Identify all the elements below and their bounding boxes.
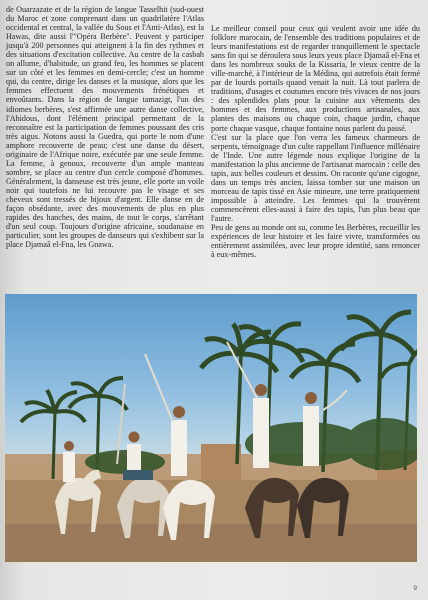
fantasia-horsemen-photo xyxy=(5,294,417,562)
right-column-paragraph-3: Peu de gens au monde ont su, comme les Berbères, recueillir les expériences de leur histoire et les faire vivre, transformées ou entièrement assimilées, avec leur propre identité, sans renoncer à eux-mêmes. xyxy=(211,223,420,260)
left-text-column xyxy=(6,5,204,249)
left-column-paragraph: de Ouarzazate et de la région de langue Tasselhit (sud-ouest du Maroc et zone comprenant dans un quadrilatère l'Atlas occidental et central, la vallée du Sous et l'Anti-Atlas), est la Hawas, dite aussi l'"Opéra Berbère". Peuvent y participer jusqu'à 200 personnes qui atteignent à la fin des rythmes et des situations d'excitation collective. Au centre de la casbah on allume, d'habitude, un grand feu, les hommes se placent sur un côté et les femmes en demi-cercle; c'est un homme qui, du centre, dirige les danses et la musique, alors que les femmes effectuent des mouvements frénétiques et envoûtants. Dans la région de langue tamazigt, l'un des idiomes berbères, s'est affirmée une autre danse collective, l'Ahidous, dont l'élément principal permettant de la reconnaître est la participation de femmes poussant des cris très aigus. Notons aussi la Guedra, qui porte le nom d'une amphore recouverte de peau; c'est une danse du désert, originaire de l'Afrique noire, exécutée par une seule femme. La femme, à genoux, recouverte d'un ample manteau sombre, se place au centre d'un cercle composé d'hommes. Généralement, la danseuse est très jeune, elle porte un voile noir qui toutefois ne lui recouvre pas le visage et ses cheveux sont tressés de bijoux d'argent. Elle danse en de façon obsédante, avec des mouvements de plus en plus rapides des hanches, des mains, de tout le corps, s'arrêtant d'un seul coup. Toujours d'origine africaine, soudanaise en particulier, sont les groupes de danseurs qui s'exhibent sur la place Djamaâ el-Fna, les Gnawa. xyxy=(6,5,204,250)
horsemen-illustration xyxy=(5,294,417,562)
right-column-paragraph-2: C'est sur la place que l'on verra les fameux charmeurs de serpents, témoignage d'un culte rappellant l'influence millénaire de l'Inde. Une autre légende nous explique l'origine de la manifestation la plus ancienne de l'artisanat marocain : celle des tapis, aux belles couleurs et dessins. On raconte qu'une cigogne, dans un temps très ancien, laissa tomber sur une maison un morceau de tapis tissé en Asie mineure, une terre pratiquement impossible à atteindre. Les femmes qui la trouvèrent commencèrent elles-aussi à faire des tapis, l'un plus beau que l'autre. xyxy=(211,132,420,223)
right-text-column xyxy=(211,24,420,259)
right-column-paragraph-1: Le meilleur conseil pour ceux qui veulent avoir une idée du folklore marocain, de l'ensemble des traditions populaires et de leurs manifestations est de regarder tranquillement le spectacle sans fin qui se déroulera sous leurs yeux place Djamaâ el-Fna et dans les nombreux souks de la Kissaria, le vieux centre de la ville-marché, à l'intérieur de la Médina, qui autrefois était fermé par de lourds portails quand venait la nuit. Là tout parlera de traditions, d'usages et coutumes encore très vivaces de nos jours : des splendides plats pour la cuisine aux vêtements des hommes et des femmes, aux productions artisanales, aux plantes des maisons ou chaque coin, chaque jardin, chaque porte chaque vasque, chaque fontaine nous parlent du passé. xyxy=(211,24,420,133)
page-number: 9 xyxy=(413,585,417,592)
foreground-ground xyxy=(5,524,417,562)
wall-tower xyxy=(201,444,241,484)
